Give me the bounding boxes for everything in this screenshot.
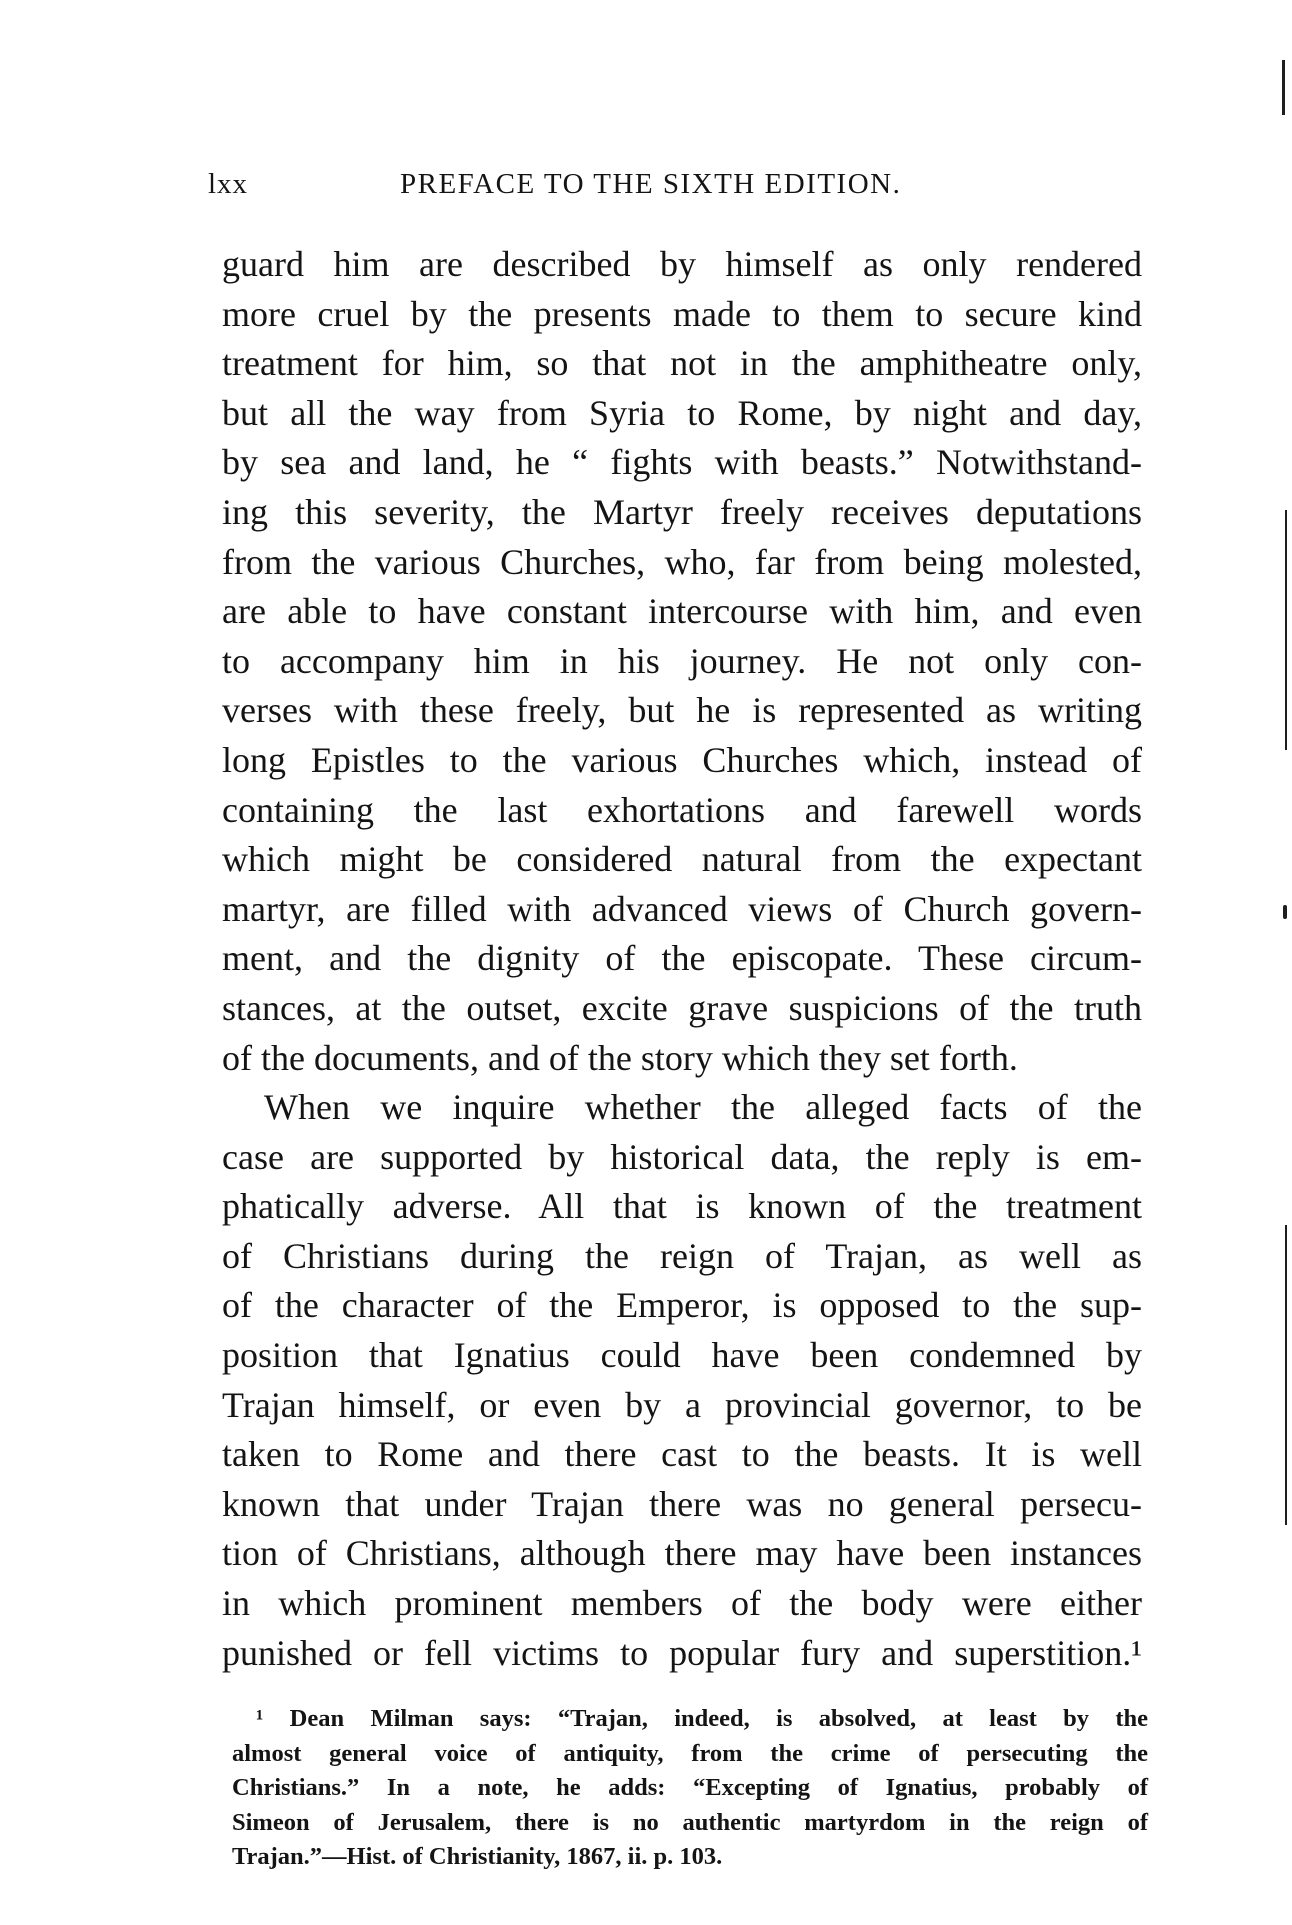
text-line: to accompany him in his journey. He not only con- [222, 640, 1142, 681]
text-line: punished or fell victims to popular fury and superstition.¹ [222, 1632, 1142, 1673]
text-line: more cruel by the presents made to them to secure kind [222, 293, 1142, 334]
footnote-line: Christians.” In a note, he adds: “Excepting of Ignatius, probably of [232, 1774, 1148, 1801]
text-line: in which prominent members of the body were either [222, 1583, 1142, 1624]
page-number: lxx [208, 168, 249, 200]
text-line: guard him are described by himself as only rendered [222, 244, 1142, 284]
text-line: position that Ignatius could have been condemned by [222, 1335, 1142, 1376]
text-line: by sea and land, he “ fights with beasts.” Notwithstand- [222, 442, 1142, 483]
paragraph-start-line: When we inquire whether the alleged facts of the [264, 1087, 1142, 1128]
footnote [232, 1702, 1148, 1875]
text-line: of Christians during the reign of Trajan, as well as [222, 1235, 1142, 1276]
text-line: ing this severity, the Martyr freely receives deputations [222, 491, 1142, 532]
text-line: are able to have constant intercourse with him, and even [222, 591, 1142, 632]
text-line: of the character of the Emperor, is opposed to the sup- [222, 1285, 1142, 1326]
scan-edge-mark [1285, 510, 1287, 750]
footnote-line: almost general voice of antiquity, from the crime of persecuting the [232, 1739, 1148, 1767]
body-text [222, 240, 1142, 1678]
text-line: treatment for him, so that not in the amphitheatre only, [222, 343, 1142, 384]
text-line: containing the last exhortations and farewell words [222, 789, 1142, 830]
text-line: long Epistles to the various Churches which, instead of [222, 739, 1142, 780]
text-line: but all the way from Syria to Rome, by night and day, [222, 392, 1142, 433]
footnote-line: Trajan.”—Hist. of Christianity, 1867, ii. p. 103. [232, 1843, 723, 1870]
footnote-line: ¹ Dean Milman says: “Trajan, indeed, is absolved, at least by the [256, 1705, 1148, 1732]
text-line: known that under Trajan there was no general persecu- [222, 1483, 1142, 1524]
text-line: stances, at the outset, excite grave suspicions of the truth [222, 987, 1142, 1028]
text-line: Trajan himself, or even by a provincial governor, to be [222, 1384, 1142, 1425]
text-line: ment, and the dignity of the episcopate. These circum- [222, 938, 1142, 979]
running-head: PREFACE TO THE SIXTH EDITION. [400, 168, 902, 200]
text-line: martyr, are filled with advanced views of Church govern- [222, 888, 1142, 929]
scan-edge-mark [1285, 1225, 1287, 1525]
text-line: phatically adverse. All that is known of the treatment [222, 1186, 1142, 1227]
text-line: tion of Christians, although there may have been instances [222, 1533, 1142, 1574]
scan-edge-mark [1283, 905, 1287, 919]
text-line: from the various Churches, who, far from being molested, [222, 541, 1142, 582]
text-line: verses with these freely, but he is represented as writing [222, 690, 1142, 731]
page-header [208, 168, 1138, 208]
footnote-line: Simeon of Jerusalem, there is no authentic martyrdom in the reign of [232, 1808, 1148, 1836]
text-line: which might be considered natural from the expectant [222, 839, 1142, 880]
text-line: case are supported by historical data, the reply is em- [222, 1136, 1142, 1177]
scan-edge-mark [1282, 60, 1285, 115]
text-line: of the documents, and of the story which they set forth. [222, 1037, 1018, 1078]
text-line: taken to Rome and there cast to the beasts. It is well [222, 1434, 1142, 1475]
